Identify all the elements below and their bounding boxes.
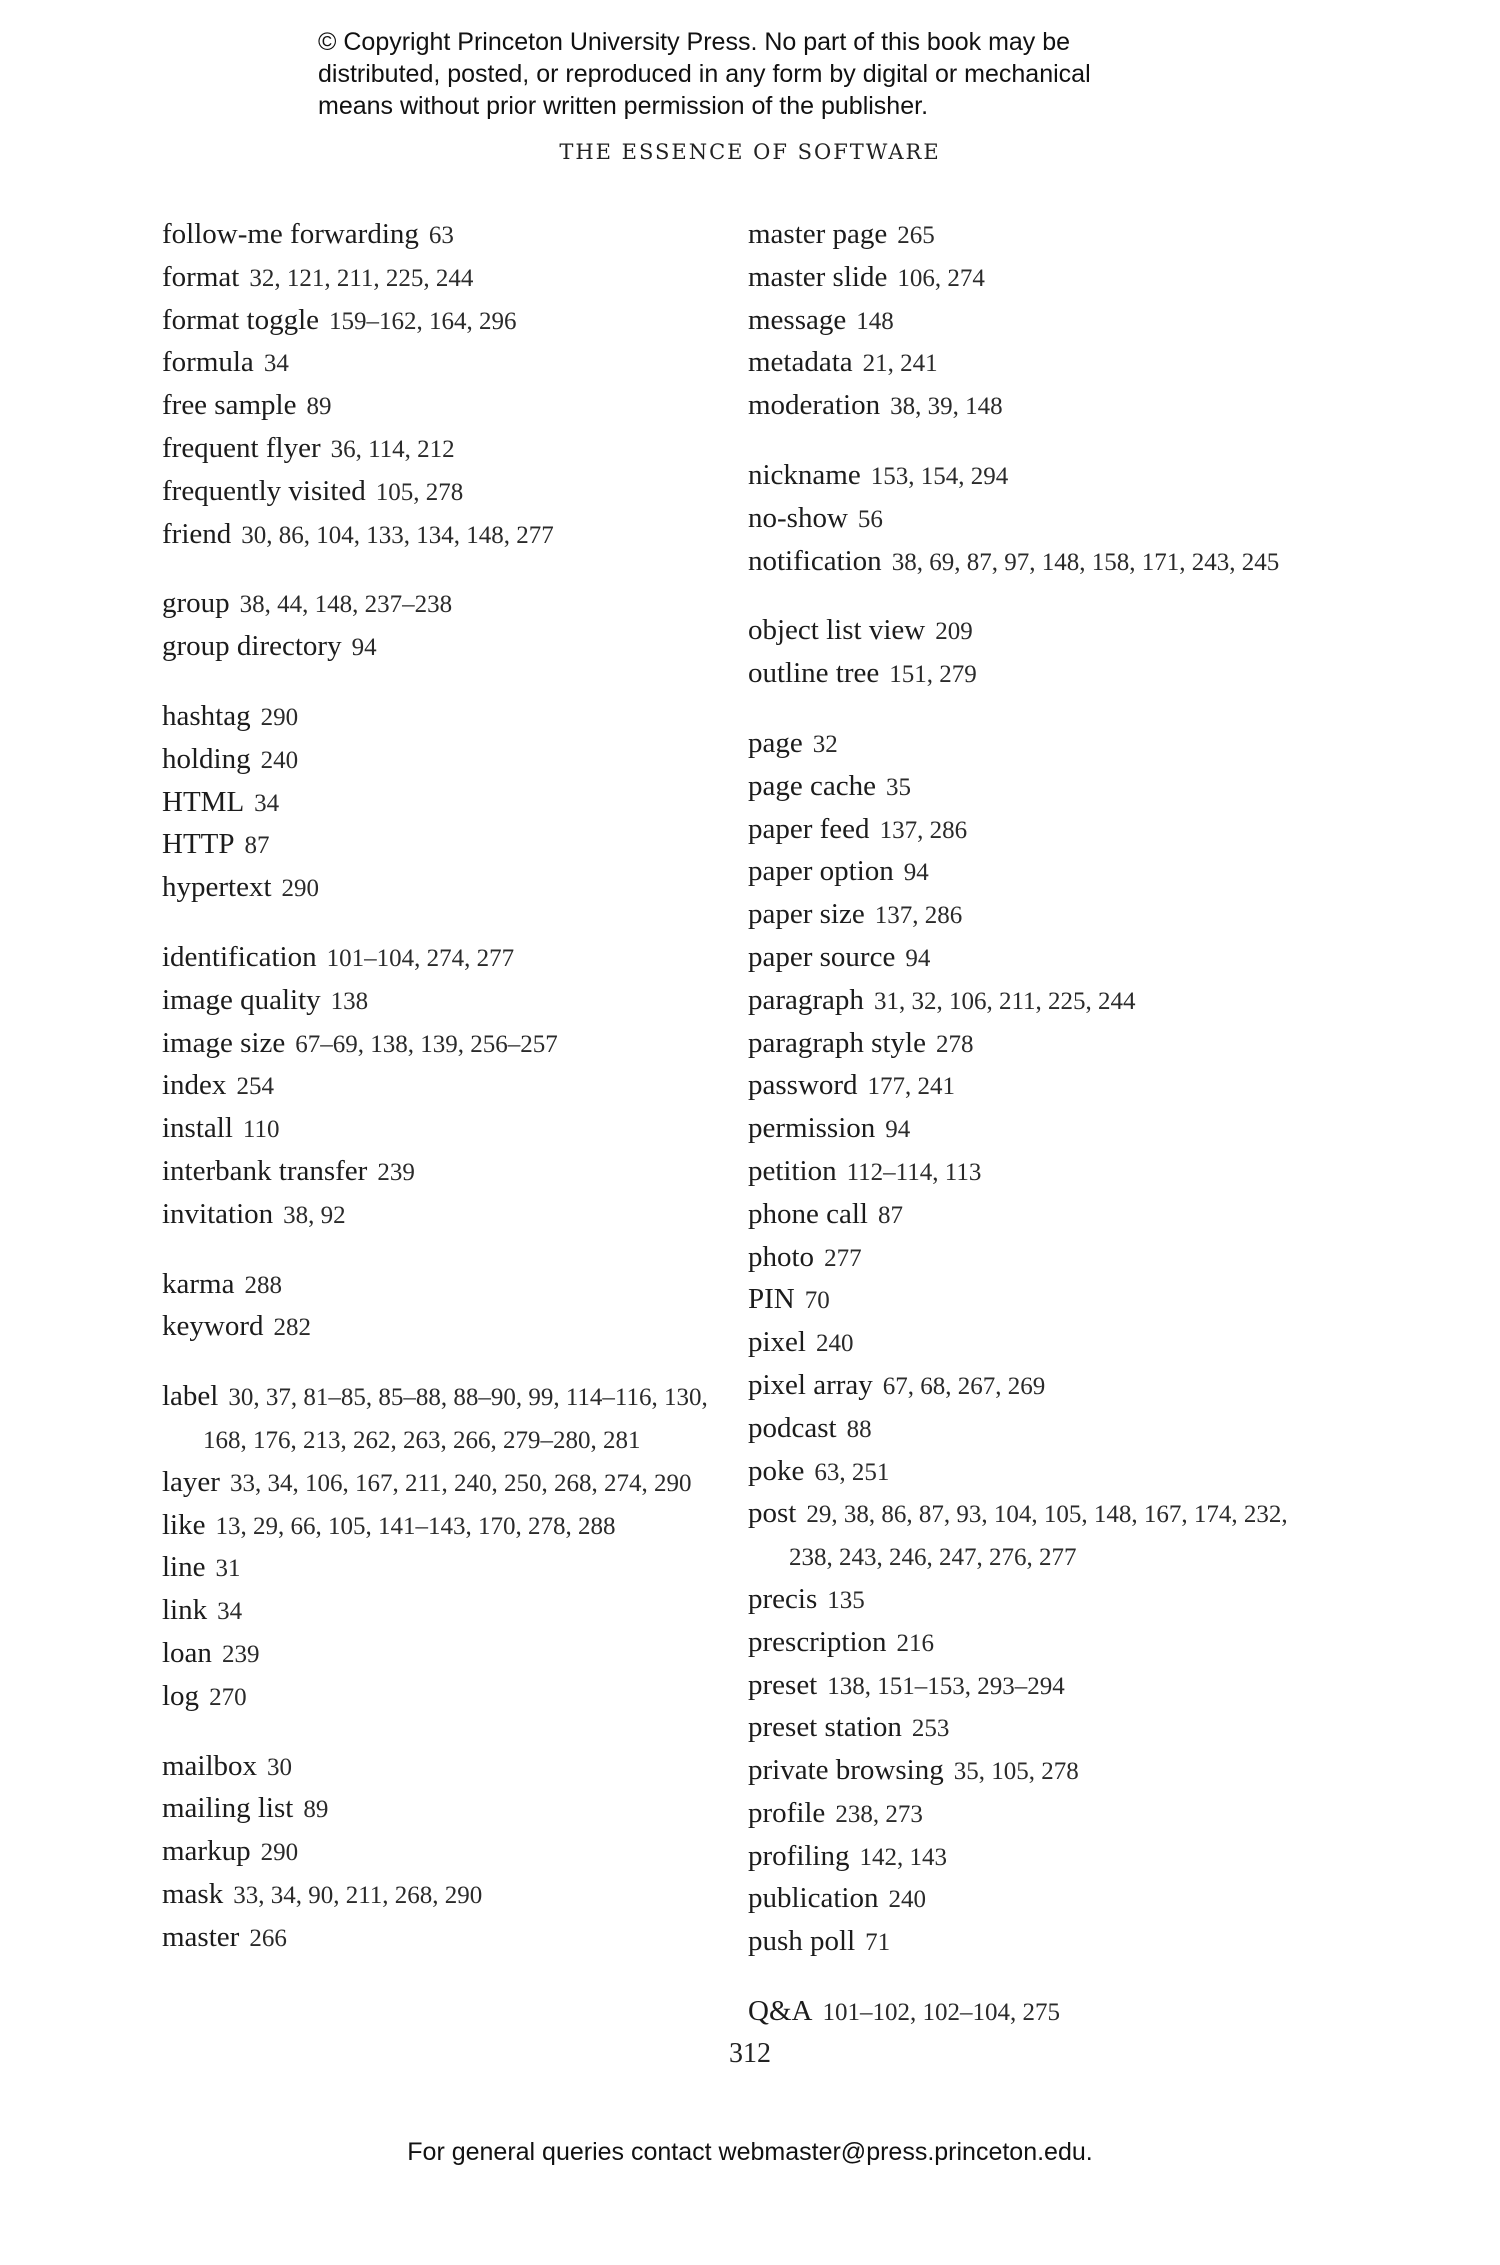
index-entry	[748, 1279, 1308, 1322]
index-term: paragraph	[748, 983, 864, 1016]
index-entry	[748, 723, 1308, 766]
index-page-refs: 87	[244, 832, 270, 860]
index-term: link	[162, 1594, 208, 1627]
index-letter-group	[748, 610, 1308, 696]
index-page-refs: 13, 29, 66, 105, 141–143, 170, 278, 288	[215, 1512, 616, 1540]
index-letter-group	[748, 455, 1308, 583]
index-term: permission	[748, 1112, 876, 1145]
index-entry	[748, 342, 1308, 385]
index-page-refs: 138	[330, 987, 369, 1015]
index-page-refs: 101–102, 102–104, 275	[822, 1999, 1060, 2027]
index-page-refs: 32, 121, 211, 225, 244	[249, 264, 474, 292]
index-letter-group	[748, 723, 1308, 1964]
index-page-refs: 209	[935, 618, 973, 646]
index-page-refs: 33, 34, 106, 167, 211, 240, 250, 268, 274, 290	[229, 1469, 692, 1497]
index-entry	[162, 1788, 722, 1831]
index-term: paper source	[748, 940, 896, 973]
index-page-refs: 135	[827, 1586, 865, 1614]
index-entry	[748, 1707, 1308, 1750]
index-term: mask	[162, 1877, 224, 1910]
index-page-refs: 266	[249, 1924, 287, 1952]
index-term: index	[162, 1069, 227, 1102]
index-letter-group	[162, 937, 722, 1237]
index-page-refs: 148	[856, 307, 894, 335]
index-term: metadata	[748, 346, 853, 379]
index-entry	[748, 1991, 1308, 2034]
index-page-refs: 101–104, 274, 277	[326, 944, 515, 972]
index-entry	[748, 1793, 1308, 1836]
index-entry	[748, 1451, 1308, 1494]
index-page-refs: 112–114, 113	[846, 1158, 982, 1186]
index-page-refs: 38, 44, 148, 237–238	[239, 591, 453, 619]
index-term: page	[748, 726, 803, 759]
index-term: format toggle	[162, 303, 320, 336]
index-term: post	[748, 1497, 797, 1530]
index-page-refs: 88	[846, 1415, 872, 1443]
index-entry	[748, 1322, 1308, 1365]
running-head: THE ESSENCE OF SOFTWARE	[559, 140, 941, 164]
index-page-refs: 278	[935, 1030, 974, 1058]
index-entry	[748, 1836, 1308, 1879]
index-entry	[162, 1151, 722, 1194]
index-term: master	[162, 1920, 240, 1953]
index-term: hashtag	[162, 699, 251, 732]
index-page-refs: 137, 286	[874, 902, 963, 930]
index-page-refs: 63	[428, 222, 454, 249]
index-letter-group	[748, 214, 1308, 428]
index-term: password	[748, 1069, 858, 1102]
index-term: markup	[162, 1835, 251, 1868]
index-term: podcast	[748, 1411, 837, 1444]
index-entry	[162, 1633, 722, 1676]
index-term: interbank transfer	[162, 1154, 368, 1187]
index-term: moderation	[748, 389, 881, 422]
index-page-refs: 21, 241	[862, 350, 938, 378]
index-entry	[162, 385, 722, 428]
index-page-refs: 94	[903, 859, 929, 887]
index-entry	[162, 1023, 722, 1066]
index-page-refs: 89	[303, 1796, 329, 1824]
index-page-refs: 253	[911, 1715, 950, 1743]
index-entry	[748, 1408, 1308, 1451]
index-entry	[162, 1264, 722, 1307]
index-entry	[748, 1665, 1308, 1708]
index-page-refs: 71	[865, 1929, 891, 1957]
index-page-refs: 238, 273	[835, 1800, 923, 1828]
index-page-refs: 290	[260, 703, 299, 731]
index-term: format	[162, 260, 240, 293]
index-term: group directory	[162, 630, 342, 663]
index-entry	[162, 1306, 722, 1349]
index-term: push poll	[748, 1925, 856, 1958]
index-entry	[162, 1746, 722, 1789]
index-page-refs: 216	[896, 1629, 935, 1657]
index-page-refs: 94	[885, 1116, 911, 1144]
index-term: hypertext	[162, 871, 272, 904]
index-page-refs: 34	[254, 789, 280, 817]
index-page-refs: 31	[215, 1555, 241, 1583]
index-entry	[162, 1376, 722, 1462]
index-page-refs: 67–69, 138, 139, 256–257	[295, 1030, 558, 1058]
index-page-refs: 30, 37, 81–85, 85–88, 88–90, 99, 114–116, 130, 168, 176, 213, 262, 263, 266, 279–280, 281	[203, 1384, 708, 1454]
index-entry	[162, 514, 722, 557]
index-term: profiling	[748, 1839, 850, 1872]
copyright-notice	[318, 26, 1218, 122]
index-term: friend	[162, 517, 232, 550]
index-column-left	[162, 214, 722, 1986]
index-entry	[748, 1108, 1308, 1151]
index-page-refs: 240	[888, 1886, 926, 1914]
index-entry	[748, 498, 1308, 541]
index-entry	[748, 610, 1308, 653]
index-page-refs: 159–162, 164, 296	[329, 307, 517, 335]
index-entry	[748, 1151, 1308, 1194]
index-term: HTML	[162, 785, 245, 818]
index-entry	[162, 937, 722, 980]
index-page-refs: 63, 251	[814, 1458, 890, 1486]
index-entry	[162, 1462, 722, 1505]
index-page-refs: 239	[377, 1158, 415, 1186]
index-page-refs: 142, 143	[859, 1843, 947, 1871]
index-page-refs: 153, 154, 294	[870, 462, 1009, 490]
index-page-refs: 254	[236, 1073, 274, 1101]
index-term: karma	[162, 1267, 235, 1300]
index-term: image quality	[162, 983, 321, 1016]
index-term: free sample	[162, 389, 297, 422]
index-page-refs: 106, 274	[897, 264, 985, 292]
index-term: no-show	[748, 501, 848, 534]
index-entry	[748, 851, 1308, 894]
index-term: line	[162, 1551, 206, 1584]
index-page-refs: 30, 86, 104, 133, 134, 148, 277	[241, 521, 554, 549]
index-entry	[748, 1065, 1308, 1108]
index-term: paper feed	[748, 812, 870, 845]
index-entry	[162, 696, 722, 739]
index-page-refs: 33, 34, 90, 211, 268, 290	[233, 1881, 483, 1909]
index-page-refs: 31, 32, 106, 211, 225, 244	[873, 987, 1136, 1015]
index-entry	[162, 342, 722, 385]
index-term: photo	[748, 1240, 815, 1273]
index-term: log	[162, 1679, 200, 1712]
index-term: paper size	[748, 898, 865, 931]
index-entry	[748, 1921, 1308, 1964]
copyright-line: distributed, posted, or reproduced in any form by digital or mechanical	[318, 60, 1091, 88]
index-term: petition	[748, 1154, 837, 1187]
index-term: precis	[748, 1582, 818, 1615]
index-page-refs: 277	[824, 1244, 862, 1272]
index-entry	[162, 1108, 722, 1151]
index-term: invitation	[162, 1197, 274, 1230]
index-page-refs: 89	[306, 393, 332, 421]
index-page-refs: 94	[905, 944, 931, 972]
footer-contact: For general queries contact webmaster@press.princeton.edu.	[407, 2138, 1093, 2166]
index-term: image size	[162, 1026, 286, 1059]
index-entry	[748, 300, 1308, 343]
index-term: keyword	[162, 1310, 264, 1343]
index-entry	[748, 1493, 1308, 1579]
index-entry	[748, 1750, 1308, 1793]
index-letter-group	[162, 1746, 722, 1960]
index-term: loan	[162, 1636, 212, 1669]
index-term: notification	[748, 544, 882, 577]
index-letter-group	[162, 214, 722, 556]
index-term: profile	[748, 1796, 826, 1829]
index-entry	[748, 1878, 1308, 1921]
index-page-refs: 38, 39, 148	[890, 393, 1003, 421]
index-term: phone call	[748, 1197, 868, 1230]
index-page-refs: 70	[804, 1287, 830, 1315]
index-term: like	[162, 1508, 206, 1541]
index-term: label	[162, 1380, 219, 1413]
index-page-refs: 94	[351, 634, 377, 662]
index-page-refs: 240	[260, 746, 299, 774]
index-entry	[162, 1547, 722, 1590]
index-term: install	[162, 1112, 233, 1145]
index-entry	[162, 257, 722, 300]
index-page-refs: 239	[221, 1640, 260, 1668]
index-page-refs: 29, 38, 86, 87, 93, 104, 105, 148, 167, 174, 232, 238, 243, 246, 247, 276, 277	[789, 1501, 1288, 1572]
index-term: pixel array	[748, 1368, 873, 1401]
index-page-refs: 137, 286	[879, 816, 968, 844]
index-page-refs: 151, 279	[889, 661, 977, 689]
index-entry	[748, 1365, 1308, 1408]
page-number: 312	[729, 2038, 771, 2069]
index-entry	[748, 653, 1308, 696]
index-entry	[748, 766, 1308, 809]
index-page-refs: 35, 105, 278	[953, 1758, 1079, 1786]
index-term: frequently visited	[162, 474, 366, 507]
index-term: paragraph style	[748, 1026, 926, 1059]
index-letter-group	[162, 1376, 722, 1718]
index-term: holding	[162, 742, 251, 775]
index-term: poke	[748, 1454, 805, 1487]
index-page-refs: 282	[273, 1314, 311, 1342]
index-term: nickname	[748, 458, 861, 491]
index-letter-group	[162, 583, 722, 669]
index-page-refs: 30	[267, 1753, 293, 1781]
index-entry	[748, 1023, 1308, 1066]
index-entry	[162, 1505, 722, 1548]
index-term: outline tree	[748, 657, 880, 690]
index-entry	[162, 782, 722, 825]
index-entry	[162, 980, 722, 1023]
index-page-refs: 110	[242, 1116, 280, 1144]
index-entry	[162, 1065, 722, 1108]
index-term: master page	[748, 218, 888, 250]
index-term: object list view	[748, 614, 926, 647]
index-term: frequent flyer	[162, 431, 321, 464]
index-page-refs: 36, 114, 212	[330, 435, 455, 463]
index-term: HTTP	[162, 828, 235, 861]
index-term: mailbox	[162, 1749, 258, 1782]
index-entry	[162, 626, 722, 669]
index-page-refs: 34	[263, 350, 289, 378]
copyright-line: means without prior written permission of the publisher.	[318, 92, 929, 120]
index-entry	[162, 824, 722, 867]
index-letter-group	[162, 696, 722, 910]
index-term: identification	[162, 940, 317, 973]
index-term: Q&A	[748, 1995, 813, 2028]
index-entry	[748, 937, 1308, 980]
index-page-refs: 240	[816, 1330, 854, 1358]
index-entry	[748, 455, 1308, 498]
index-page-refs: 34	[217, 1598, 243, 1626]
index-entry	[162, 471, 722, 514]
index-term: pixel	[748, 1326, 806, 1359]
index-term: master slide	[748, 260, 888, 293]
index-term: prescription	[748, 1625, 887, 1658]
index-term: private browsing	[748, 1754, 944, 1787]
index-term: preset station	[748, 1711, 902, 1744]
index-page-refs: 105, 278	[375, 478, 464, 506]
index-column-right	[748, 214, 1308, 2061]
index-entry	[162, 1831, 722, 1874]
index-entry	[748, 541, 1308, 584]
index-term: message	[748, 303, 847, 336]
index-page-refs: 138, 151–153, 293–294	[827, 1672, 1065, 1700]
index-page-refs: 67, 68, 267, 269	[882, 1372, 1046, 1400]
index-term: mailing list	[162, 1792, 294, 1825]
copyright-line: © Copyright Princeton University Press. No part of this book may be	[318, 28, 1071, 56]
index-page-refs: 290	[281, 875, 320, 903]
index-entry	[748, 809, 1308, 852]
index-page-refs: 288	[244, 1271, 282, 1299]
index-entry	[162, 867, 722, 910]
index-term: paper option	[748, 855, 894, 888]
index-letter-group	[748, 1991, 1308, 2034]
index-entry	[748, 1622, 1308, 1665]
index-term: page cache	[748, 769, 876, 802]
index-entry	[162, 428, 722, 471]
index-term: preset	[748, 1668, 818, 1701]
index-entry	[748, 385, 1308, 428]
index-entry	[162, 739, 722, 782]
index-term: formula	[162, 346, 254, 379]
index-entry	[162, 300, 722, 343]
index-term: PIN	[748, 1283, 795, 1316]
index-page-refs: 35	[885, 773, 911, 801]
index-entry	[162, 1874, 722, 1917]
index-entry	[162, 1590, 722, 1633]
index-entry	[748, 1194, 1308, 1237]
index-entry	[162, 583, 722, 626]
index-page-refs: 38, 69, 87, 97, 148, 158, 171, 243, 245	[891, 548, 1280, 576]
index-page-refs: 38, 92	[283, 1201, 346, 1229]
index-entry	[748, 980, 1308, 1023]
index-entry	[162, 1676, 722, 1719]
index-entry	[748, 1579, 1308, 1622]
index-page-refs: 177, 241	[867, 1073, 956, 1101]
index-page-refs: 87	[877, 1201, 903, 1229]
index-entry	[748, 214, 1308, 257]
index-page-refs: 265	[897, 222, 935, 249]
index-term: group	[162, 587, 230, 620]
index-page-refs: 270	[209, 1683, 247, 1711]
index-page-refs: 32	[812, 730, 838, 758]
index-term: layer	[162, 1465, 220, 1498]
index-entry	[748, 257, 1308, 300]
index-entry	[162, 214, 722, 257]
index-entry	[748, 1237, 1308, 1280]
index-entry	[748, 894, 1308, 937]
index-page-refs: 56	[857, 505, 883, 533]
index-page-refs: 290	[260, 1839, 299, 1867]
index-term: follow-me forwarding	[162, 218, 419, 250]
index-term: publication	[748, 1882, 879, 1915]
index-entry	[162, 1194, 722, 1237]
index-letter-group	[162, 1264, 722, 1350]
index-entry	[162, 1917, 722, 1960]
